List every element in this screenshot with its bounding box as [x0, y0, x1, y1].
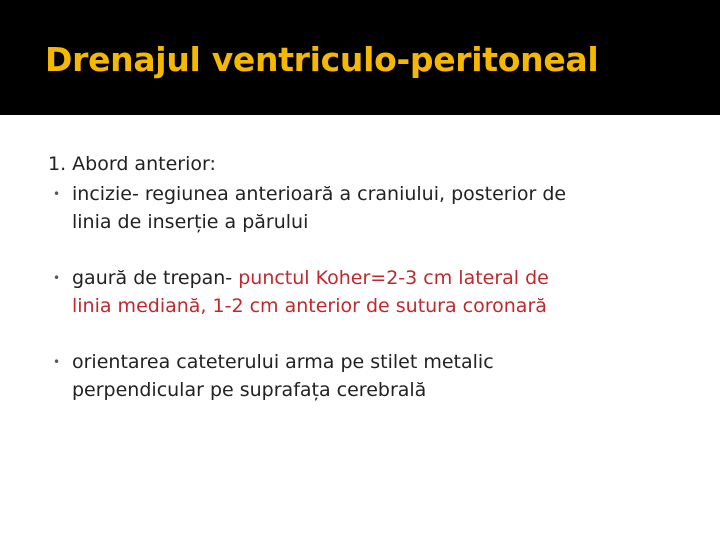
- bullet-accent-line: linia mediană, 1-2 cm anterior de sutura coronară: [72, 295, 547, 317]
- bullet-item-incision: [48, 180, 688, 236]
- bullet-accent-line: punctul Koher=2-3 cm lateral de: [238, 267, 549, 289]
- section-heading: 1. Abord anterior:: [48, 153, 216, 175]
- title-bar: [0, 0, 720, 115]
- slide-content: [48, 150, 688, 404]
- bullet-line: linia de inserție a părului: [72, 211, 309, 233]
- bullet-item-burr-hole: [48, 264, 688, 320]
- bullet-lead: gaură de trepan-: [72, 267, 239, 289]
- bullet-item-catheter: [48, 348, 688, 404]
- bullet-icon: •: [53, 271, 61, 285]
- bullet-line: orientarea cateterului arma pe stilet metalic: [72, 351, 494, 373]
- slide-title: Drenajul ventriculo-peritoneal: [45, 40, 599, 79]
- bullet-icon: •: [53, 355, 61, 369]
- bullet-icon: •: [53, 187, 61, 201]
- bullet-line: incizie- regiunea anterioară a craniului, posterior de: [72, 183, 567, 205]
- bullet-line: perpendicular pe suprafața cerebrală: [72, 379, 427, 401]
